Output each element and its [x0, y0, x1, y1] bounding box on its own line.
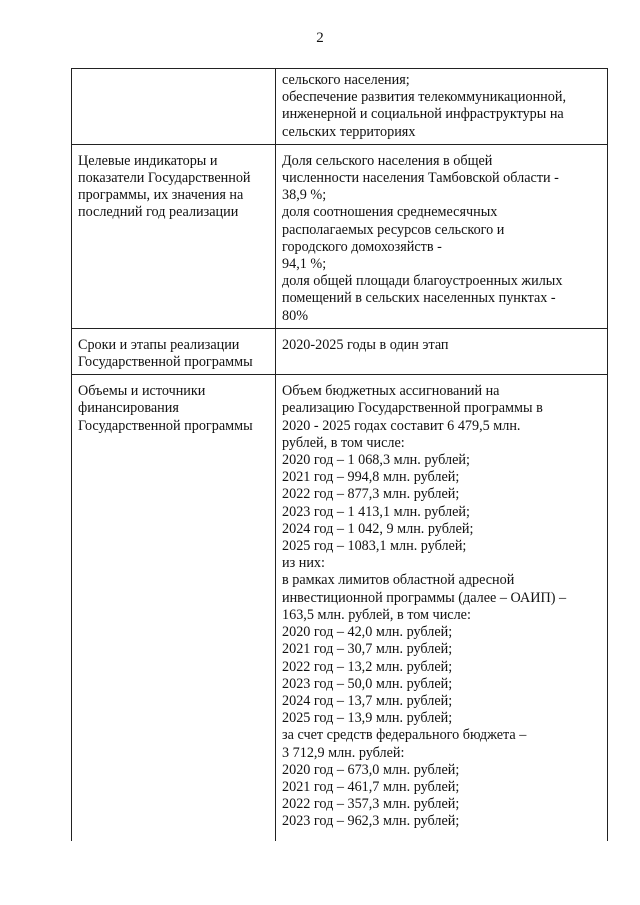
content-line: 38,9 %;: [282, 187, 327, 204]
row-content-cell: [276, 328, 608, 374]
content-line: 2023 год – 1 413,1 млн. рублей;: [282, 503, 470, 520]
content-line: 2023 год – 962,3 млн. рублей;: [282, 813, 460, 830]
table-row: [72, 144, 608, 328]
label-line: Государственной программы: [78, 417, 253, 434]
content-line: из них:: [282, 555, 325, 572]
content-line: доля общей площади благоустроенных жилых: [282, 273, 563, 290]
content-line: 2021 год – 30,7 млн. рублей;: [282, 641, 453, 658]
content-line: доля соотношения среднемесячных: [282, 204, 498, 221]
label-line: программы, их значения на: [78, 187, 244, 204]
content-line: помещений в сельских населенных пунктах -: [282, 290, 556, 307]
label-line: Целевые индикаторы и: [78, 152, 218, 169]
content-line: 2025 год – 1083,1 млн. рублей;: [282, 538, 467, 555]
content-line: инженерной и социальной инфраструктуры на: [282, 106, 564, 123]
content-line: сельских территориях: [282, 123, 416, 140]
content-line: сельского населения;: [282, 72, 410, 88]
content-line: 163,5 млн. рублей, в том числе:: [282, 606, 471, 623]
content-line: 2022 год – 877,3 млн. рублей;: [282, 486, 460, 503]
content-line: 2023 год – 50,0 млн. рублей;: [282, 675, 453, 692]
label-line: последний год реализации: [78, 204, 239, 221]
content-line: 94,1 %;: [282, 256, 327, 273]
row-content-cell: [276, 375, 608, 842]
content-line: 2020 - 2025 годах составит 6 479,5 млн.: [282, 417, 521, 434]
content-line: Объем бюджетных ассигнований на: [282, 383, 500, 400]
label-line: финансирования: [78, 400, 179, 417]
content-line: Доля сельского населения в общей: [282, 152, 493, 169]
content-line: реализацию Государственной программы в: [282, 400, 543, 417]
content-line: 3 712,9 млн. рублей:: [282, 744, 405, 761]
page-number: 2: [316, 30, 324, 46]
content-line: 2020 год – 42,0 млн. рублей;: [282, 624, 453, 641]
content-line: 2021 год – 461,7 млн. рублей;: [282, 778, 460, 795]
content-line: за счет средств федерального бюджета –: [282, 727, 527, 744]
label-line: Государственной программы: [78, 354, 253, 371]
content-line: городского домохозяйств -: [282, 238, 442, 255]
content-line: 80%: [282, 307, 309, 324]
content-line: 2022 год – 357,3 млн. рублей;: [282, 796, 460, 813]
table-row: [72, 328, 608, 374]
content-line: рублей, в том числе:: [282, 434, 405, 451]
content-line: численности населения Тамбовской области -: [282, 170, 559, 187]
content-line: 2021 год – 994,8 млн. рублей;: [282, 469, 460, 486]
row-label-cell: [72, 375, 276, 842]
row-content-cell: [276, 69, 608, 145]
label-line: показатели Государственной: [78, 170, 251, 187]
row-label-cell: [72, 144, 276, 328]
content-line: 2025 год – 13,9 млн. рублей;: [282, 710, 453, 727]
content-line: обеспечение развития телекоммуникационной,: [282, 89, 566, 106]
label-line: Объемы и источники: [78, 383, 206, 400]
content-line: 2020 год – 673,0 млн. рублей;: [282, 761, 460, 778]
content-line: 2022 год – 13,2 млн. рублей;: [282, 658, 453, 675]
row-label-cell: [72, 328, 276, 374]
label-line: Сроки и этапы реализации: [78, 336, 240, 353]
content-line: инвестиционной программы (далее – ОАИП) –: [282, 589, 567, 606]
content-line: располагаемых ресурсов сельского и: [282, 221, 505, 238]
table-row: [72, 69, 608, 145]
program-passport-table: [71, 68, 608, 841]
content-line: в рамках лимитов областной адресной: [282, 572, 515, 589]
content-line: 2024 год – 1 042, 9 млн. рублей;: [282, 520, 474, 537]
table-row: [72, 375, 608, 842]
content-line: 2020 год – 1 068,3 млн. рублей;: [282, 452, 470, 469]
content-line: 2020-2025 годы в один этап: [282, 336, 449, 353]
row-content-cell: [276, 144, 608, 328]
content-line: 2024 год – 13,7 млн. рублей;: [282, 692, 453, 709]
row-label-cell: [72, 69, 276, 145]
